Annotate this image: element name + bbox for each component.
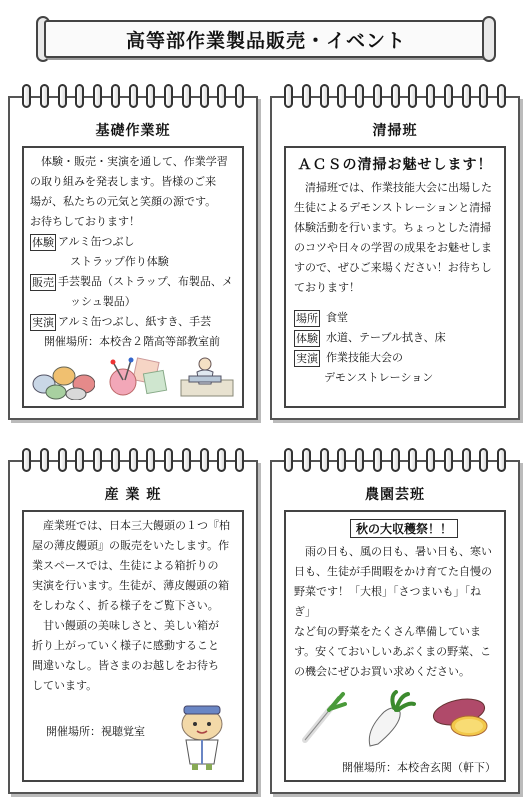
spiral-ring [337,448,346,472]
intro-line: の機会にぜひお買い求めください。 [294,665,470,678]
tag-value: アルミ缶つぶし [58,235,135,248]
panel-content [22,146,244,408]
spiral-ring [284,84,293,108]
spiral-ring [320,448,329,472]
spiral-ring [391,84,400,108]
yarn-craft-illustration [101,354,168,400]
panel-title: 農園芸班 [365,487,425,503]
tag-value: 食堂 [326,311,348,324]
spiral-ring [129,448,138,472]
paper-making-illustration [175,354,236,400]
illustration-row [30,354,236,400]
intro-line: 雨の日も、風の日も、暑い日も、寒い [294,545,492,558]
intro-line: 甘い饅頭の美味しさと、美しい箱が [32,619,219,632]
vegetable-illustrations [294,690,496,750]
spiral-ring [164,448,173,472]
panel-seiso [270,84,520,420]
intro-line: しています。 [32,679,98,692]
tag-row [30,272,236,292]
spiral-ring [235,448,244,472]
spiral-ring [408,84,417,108]
can-crush-illustration [30,354,95,400]
tag-value: 水道、テーブル拭き、床 [326,331,446,344]
tag-row [294,308,496,328]
spiral-ring [355,84,364,108]
spiral-ring [217,448,226,472]
spiral-ring [164,84,173,108]
intro-line: 場が、私たちの元気と笑顔の源です。 [30,195,217,208]
intro-line: のコツや日々の学習の成果をお魅せしま [294,241,492,254]
spiral-ring [22,84,31,108]
tag-row [294,348,496,368]
tag-row [30,312,236,332]
spiral-ring [93,84,102,108]
tag-value: ッシュ製品） [70,295,136,308]
intro-line: お待ちしております！ [30,215,140,228]
intro-line: 日も、生徒が手間暇をかけ育てた自慢の [294,565,492,578]
daikon-illustration [360,690,416,750]
spiral-ring [497,448,506,472]
spiral-ring [302,84,311,108]
tag-label: 場所 [296,311,318,325]
intro-line: 清掃班では、作業技能大会に出場した [294,181,492,194]
panel-content [284,510,506,782]
spiral-ring [93,448,102,472]
panel-title: 基礎作業班 [95,123,171,139]
venue: 開催場所：本校舎玄関（軒下） [342,761,496,774]
spiral-rings [284,84,506,110]
spiral-ring [284,448,293,472]
panel-kiso [8,84,258,420]
spiral-ring [182,84,191,108]
panel-sangyo [8,448,258,794]
venue: 開催場所：視聴覚室 [46,725,145,738]
spiral-ring [182,448,191,472]
intro-line: の取り組みを発表します。皆様のご来 [30,175,217,188]
spiral-ring [129,84,138,108]
intro-line: す。安くておいしいあぶくまの野菜、こ [294,645,492,658]
spiral-ring [462,84,471,108]
tag-label: 体験 [32,235,54,249]
spiral-ring [302,448,311,472]
tag-label: 実演 [32,315,54,329]
intro-line: など旬の野菜をたくさん準備していま [294,625,481,638]
spiral-ring [217,84,226,108]
spiral-ring [146,84,155,108]
spiral-rings [22,84,244,110]
page-title: 高等部作業製品販売・イベント [125,29,406,52]
sweet-potato-illustration [429,690,493,740]
spiral-ring [111,84,120,108]
intro-line: をしわなく、折る様子をご覧下さい。 [32,599,219,612]
intro-line: すので、ぜひご来場ください！お待ちし [294,261,492,274]
tag-value: 作業技能大会の [326,351,403,364]
spiral-ring [355,448,364,472]
venue: 開催場所：本校舎２階高等部教室前 [44,335,220,348]
spiral-ring [40,448,49,472]
spiral-ring [479,448,488,472]
spiral-ring [200,84,209,108]
tag-value: アルミ缶つぶし、紙すき、手芸 [58,315,212,328]
spiral-ring [58,84,67,108]
tag-row [30,292,236,312]
tag-label: 体験 [296,331,318,345]
spiral-ring [200,448,209,472]
spiral-ring [40,84,49,108]
spiral-ring [497,84,506,108]
tag-label: 販売 [32,275,54,289]
spiral-ring [373,448,382,472]
spiral-ring [58,448,67,472]
intro-line: 野菜です！「大根」「さつまいも」「ねぎ」 [294,585,481,618]
intro-line: ております！ [294,281,360,294]
spiral-ring [444,84,453,108]
intro-line: 生徒によるデモンストレーションと清掃 [294,201,492,214]
intro-line: 体験・販売・実演を通して、作業学習 [30,155,228,168]
spiral-ring [22,448,31,472]
intro-line: 業スペースでは、生徒による箱折りの [32,559,219,572]
panel-content [22,510,244,782]
tag-row [294,328,496,348]
spiral-ring [75,84,84,108]
intro-line: 間違いなし。皆さまのお越しをお待ち [32,659,219,672]
panel-noengei [270,448,520,794]
spiral-ring [479,84,488,108]
intro-line: 体験活動を行います。ちょっとした清掃 [294,221,492,234]
spiral-ring [373,84,382,108]
spiral-ring [444,448,453,472]
intro-line: 実演を行います。生徒が、薄皮饅頭の箱 [32,579,230,592]
intro-line: 折り上がっていく様子に感動すること [32,639,219,652]
panel-title: 産 業 班 [104,487,162,503]
spiral-rings [22,448,244,474]
spiral-ring [75,448,84,472]
spiral-rings [284,448,506,474]
panel-title: 清掃班 [372,123,418,139]
spiral-ring [462,448,471,472]
spiral-ring [391,448,400,472]
spiral-ring [235,84,244,108]
spiral-ring [408,448,417,472]
title-banner [36,14,496,64]
tag-label: 実演 [296,351,318,365]
harvest-festival-badge: 秋の大収穫祭！！ [350,519,458,538]
catchphrase: ＡＣＳの清掃お魅せします！ [297,157,493,173]
tag-value: デモンストレーション [324,371,434,384]
tag-row [30,232,236,252]
mascot-illustration [170,700,234,772]
intro-line: 屋の薄皮饅頭』の販売をいたします。作 [32,539,230,552]
spiral-ring [320,84,329,108]
spiral-ring [426,448,435,472]
spiral-ring [146,448,155,472]
tag-row [30,252,236,272]
tag-value: ストラップ作り体験 [70,255,169,268]
tag-value: 手芸製品（ストラップ、布製品、メ [58,275,233,288]
panel-content [284,146,506,408]
spiral-ring [337,84,346,108]
spiral-ring [426,84,435,108]
tag-row [294,368,496,388]
intro-line: 産業班では、日本三大饅頭の１つ『柏 [32,519,230,532]
green-onion-illustration [297,690,347,746]
spiral-ring [111,448,120,472]
